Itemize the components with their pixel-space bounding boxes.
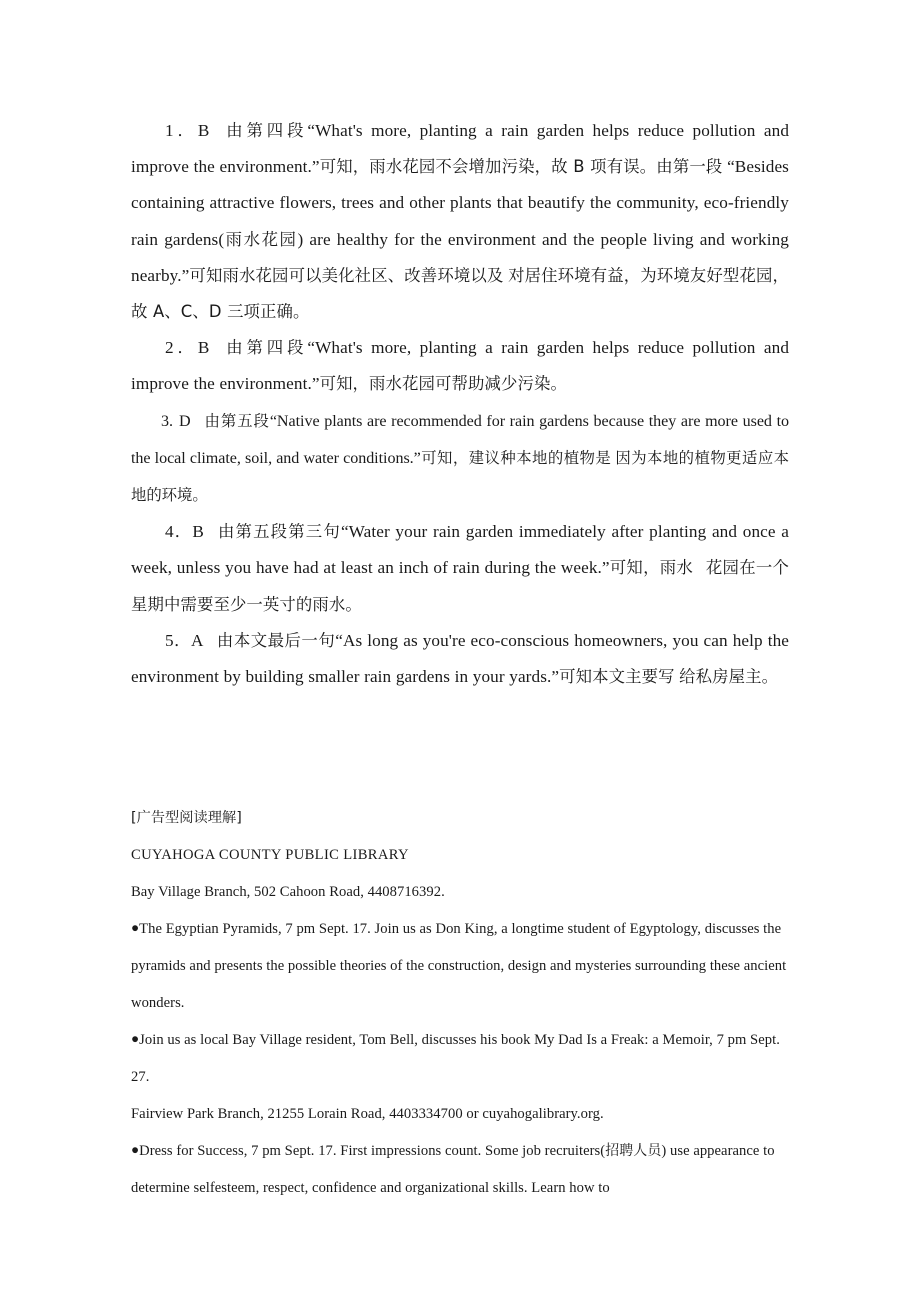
branch-fairview-park: Fairview Park Branch, 21255 Lorain Road, 4403334700 or cuyahogalibrary.org.: [131, 1106, 604, 1122]
answer-item-1-line4-cn: 雨水花园: [224, 229, 298, 249]
answer-item-2-line2-en: improve the environment.”: [131, 374, 320, 394]
event-dress-line1-cn: 招聘人员: [605, 1143, 662, 1159]
answer-item-3-line2-en: more used to the local climate, soil, and water conditions.”: [131, 412, 789, 467]
answer-item-3-separator: .: [169, 412, 173, 430]
event-tom-bell-line2: 7 pm Sept. 27.: [131, 1032, 780, 1085]
answer-item-2-separator: ．: [173, 338, 198, 358]
event-tom-bell-book: [131, 1022, 793, 1096]
event-dress-line1-b: ) use: [661, 1143, 690, 1159]
answer-item-2-choice: B: [197, 338, 210, 358]
event-egyptian-pyramids-line2: discusses the pyramids and presents the possible theories of the construction, design and mysteries: [131, 921, 782, 974]
answer-item-1-line2-cn: 可知，雨水花园不会增加污染，故 B 项有误。由第一段: [319, 157, 723, 177]
answer-item-3-number: 3: [161, 412, 169, 430]
answer-item-2-line1-en: “What's more, planting a rain garden helps reduce pollution and: [307, 338, 790, 358]
bullet-icon: ●: [131, 1142, 140, 1157]
answer-item-1-line6-cn: 对居住环境有益，为环境友好型花园，故 A、C、D 三项正确。: [131, 265, 789, 322]
answer-item-5-separator: ．: [173, 630, 192, 650]
answer-item-1-line1-en: “What's more, planting a rain garden helps reduce pollution and: [307, 121, 790, 140]
answer-item-5-number: 5: [165, 630, 174, 650]
event-tom-bell-line1: Join us as local Bay Village resident, Tom Bell, discusses his book My Dad Is a Freak: a Memoir,: [139, 1032, 713, 1048]
answer-item-1-line4-en-a: community, eco-friendly rain gardens(: [131, 193, 789, 249]
answer-item-4-line1-en: “Water your rain garden immediately after planting and: [340, 522, 738, 542]
passage-type-tag: [广告型阅读理解]: [131, 810, 242, 826]
answer-item-2: [131, 330, 789, 402]
event-egyptian-pyramids-line1: The Egyptian Pyramids, 7 pm Sept. 17. Join us as Don King, a longtime student of Egyptology,: [139, 921, 701, 937]
answer-item-1-line5-en: the people living and working nearby.”: [131, 229, 789, 285]
library-heading: CUYAHOGA COUNTY PUBLIC LIBRARY: [131, 847, 409, 863]
answer-item-5-line1-cn: 由本文最后一句: [216, 630, 336, 650]
answer-item-3-line1-cn: 由第五段: [203, 411, 270, 430]
event-dress-line1-a: Dress for Success, 7 pm Sept. 17. First impressions count. Some job recruiters(: [139, 1143, 606, 1159]
event-egyptian-pyramids-line3: surrounding these ancient wonders.: [131, 958, 787, 1011]
advert-reading-section: [131, 800, 793, 1207]
answer-item-4-line2-en: once a week, unless you have had at least an inch of rain during the week.”: [131, 522, 789, 578]
answer-item-1-line2-en: improve the environment.”: [131, 157, 320, 177]
branch-bay-village: Bay Village Branch, 502 Cahoon Road, 4408716392.: [131, 884, 445, 900]
event-dress-for-success: [131, 1133, 793, 1207]
answer-item-5-line1-en: “As long as you're eco-conscious homeowners, you can: [335, 630, 728, 650]
answer-item-5: [131, 623, 789, 695]
answer-item-3-line3-cn: 因为本地的植物更适应本地的环境。: [131, 448, 789, 505]
answer-item-4-line2-cn: 可知，雨水: [609, 558, 694, 578]
answer-item-5-line3-cn: 给私房屋主。: [679, 667, 779, 687]
answer-item-5-choice: A: [191, 630, 204, 650]
answer-item-4: [131, 514, 789, 623]
answer-item-4-line1-cn: 由第五段第三句: [216, 522, 341, 542]
answer-item-1-line3: “Besides containing attractive flowers, trees and other plants that beautify the: [131, 157, 789, 213]
answer-item-1-line1-cn: 由第四段: [222, 121, 308, 140]
answer-item-2-number: 2: [165, 338, 174, 358]
answer-item-3-line2-cn: 可知，建议种本地的植物是: [420, 448, 612, 467]
answer-explanations-section: [131, 113, 789, 695]
answer-item-1-line4-en-b: ) are healthy for the environment and: [297, 229, 568, 249]
answer-item-4-separator: ．: [173, 522, 193, 542]
event-egyptian-pyramids: [131, 911, 793, 1022]
answer-item-1-number: 1: [165, 121, 174, 140]
answer-item-1-separator: ．: [173, 121, 198, 140]
answer-item-4-choice: B: [192, 522, 204, 542]
event-dress-line2: appearance to determine selfesteem, respect, confidence and organizational skills. Learn how to: [131, 1143, 775, 1196]
answer-item-2-line2-cn: 可知，雨水花园可帮助减少污染。: [319, 374, 567, 394]
answer-item-2-line1-cn: 由第四段: [222, 338, 308, 358]
bullet-icon: ●: [131, 1031, 140, 1046]
answer-item-4-line3-cn: 花园在一个星期中需要至少一英寸的雨水。: [131, 558, 789, 614]
answer-item-5-line2-cn: 可知本文主要写: [559, 667, 675, 687]
answer-item-3-choice: D: [178, 412, 191, 430]
answer-item-1-line5-cn: 可知雨水花园可以美化社区、改善环境以及: [189, 265, 504, 285]
answer-item-4-number: 4: [165, 522, 174, 542]
bullet-icon: ●: [131, 920, 140, 935]
answer-item-3: [131, 403, 789, 515]
answer-item-1: [131, 113, 789, 330]
answer-item-3-line1-en: “Native plants are recommended for rain gardens because they are: [269, 412, 701, 430]
answer-item-1-choice: B: [197, 121, 210, 140]
answer-item-5-line2-en: help the environment by building smaller rain gardens in your yards.”: [131, 630, 789, 687]
